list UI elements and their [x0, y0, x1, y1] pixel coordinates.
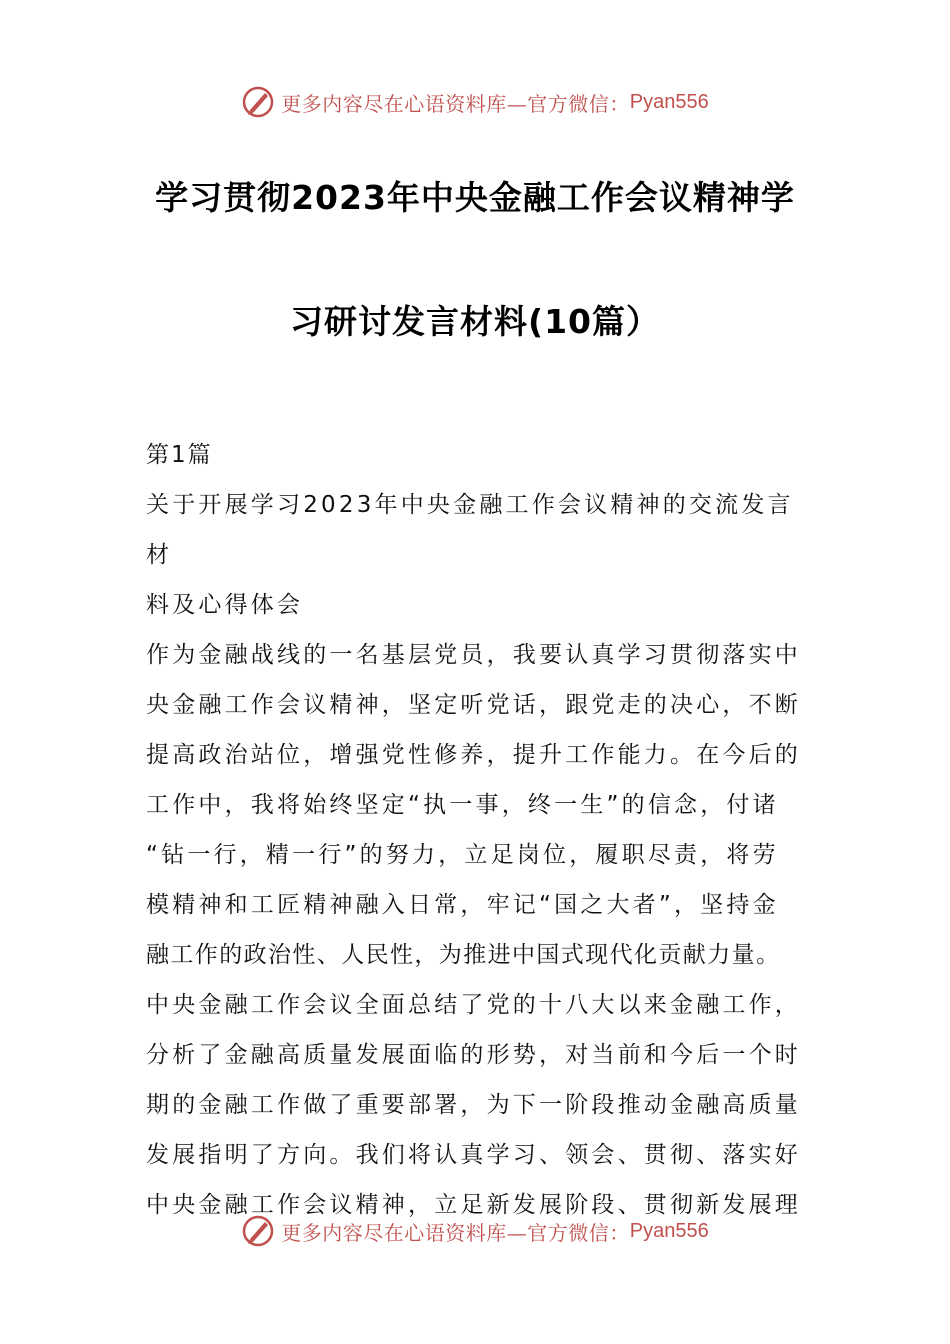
body-line: 作为金融战线的一名基层党员，我要认真学习贯彻落实中: [146, 642, 801, 668]
section-label: 第1篇: [146, 442, 213, 468]
document-body: [146, 430, 808, 1230]
body-line: 提高政治站位，增强党性修养，提升工作能力。在今后的: [146, 742, 801, 768]
pen-seal-icon: [241, 85, 275, 119]
body-line: 分析了金融高质量发展面临的形势，对当前和今后一个时: [146, 1042, 801, 1068]
banner-wechat-id: Pyan556: [629, 90, 709, 113]
body-line: 央金融工作会议精神，坚定听党话，跟党走的决心，不断: [146, 692, 801, 718]
body-line: “钻一行，精一行”的努力，立足岗位，履职尽责，将劳: [146, 842, 779, 868]
body-line: 融工作的政治性、人民性，为推进中国式现代化贡献力量。: [146, 942, 781, 968]
footer-banner: [0, 1211, 950, 1251]
document-title-line-2: 习研讨发言材料(10篇）: [289, 302, 660, 341]
banner-wechat-id: Pyan556: [629, 1219, 709, 1242]
body-line: 工作中，我将始终坚定“执一事，终一生”的信念，付诸: [146, 792, 779, 818]
section-heading-line: 关于开展学习2023年中央金融工作会议精神的交流发言材: [146, 492, 794, 568]
section-heading-line: 料及心得体会: [146, 592, 304, 618]
banner-text: 更多内容尽在心语资料库—官方微信：: [281, 91, 630, 116]
body-line: 发展指明了方向。我们将认真学习、领会、贯彻、落实好: [146, 1142, 801, 1168]
body-line: 模精神和工匠精神融入日常，牢记“国之大者”，坚持金: [146, 892, 779, 918]
banner-text: 更多内容尽在心语资料库—官方微信：: [281, 1220, 630, 1245]
body-line: 中央金融工作会议精神，立足新发展阶段、贯彻新发展理: [146, 1192, 801, 1218]
pen-seal-icon: [241, 1214, 275, 1248]
body-line: 期的金融工作做了重要部署，为下一阶段推动金融高质量: [146, 1092, 801, 1118]
header-banner: [0, 82, 950, 122]
body-line: 中央金融工作会议全面总结了党的十八大以来金融工作，: [146, 992, 801, 1018]
document-title-line-1: 学习贯彻2023年中央金融工作会议精神学: [155, 178, 795, 217]
